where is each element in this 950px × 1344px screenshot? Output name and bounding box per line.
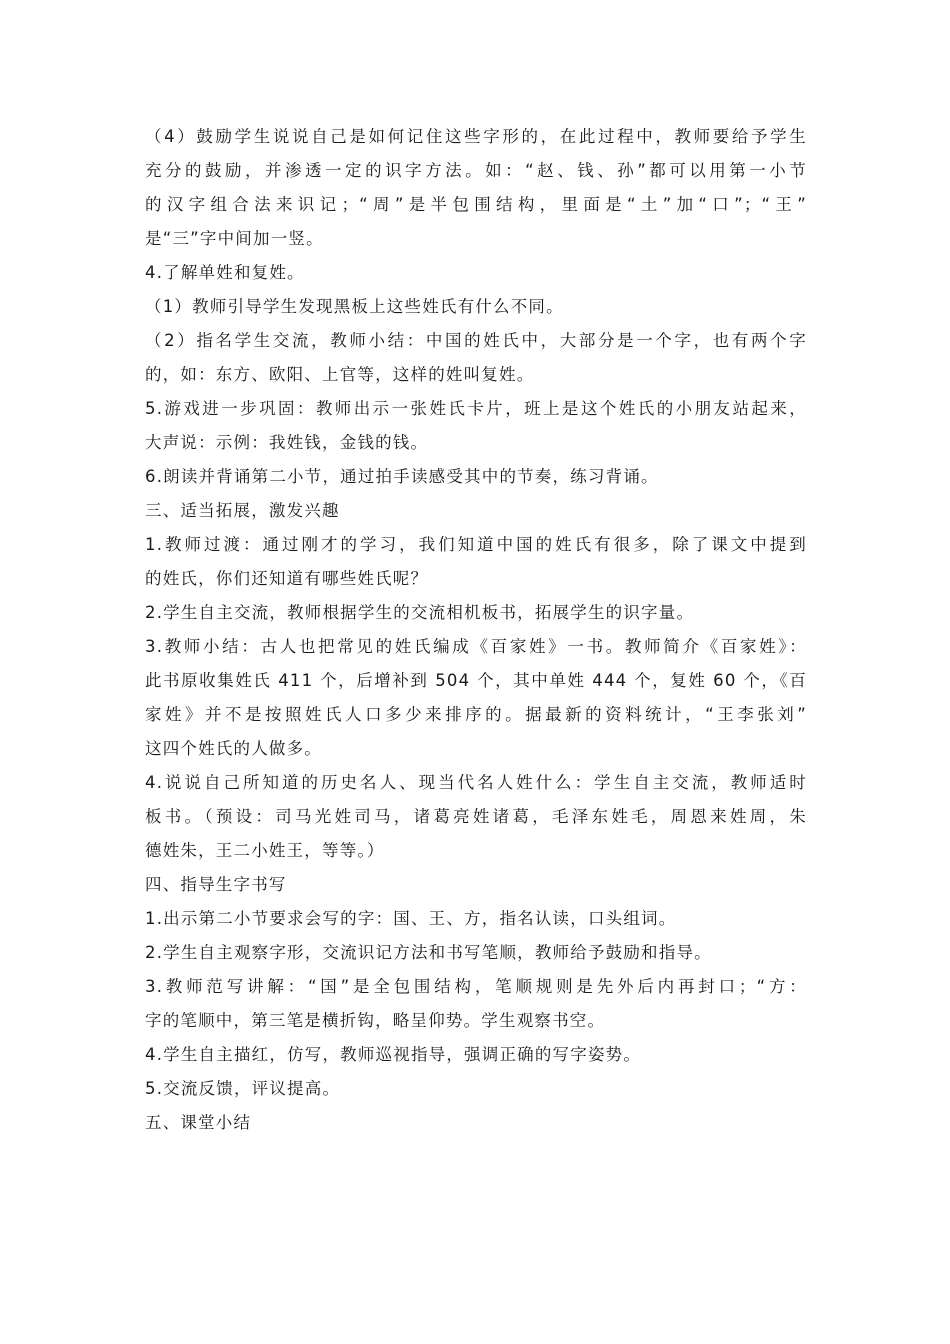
text-line: （2）指名学生交流，教师小结：中国的姓氏中，大部分是一个字，也有两个字 xyxy=(145,331,807,350)
text-line: 6.朗读并背诵第二小节，通过拍手读感受其中的节奏，练习背诵。 xyxy=(145,467,659,486)
text-line: 1.教师过渡：通过刚才的学习，我们知道中国的姓氏有很多，除了课文中提到 xyxy=(145,535,807,554)
text-line: 5.游戏进一步巩固：教师出示一张姓氏卡片，班上是这个姓氏的小朋友站起来， xyxy=(145,399,807,418)
text-line: 的汉字组合法来识记；“周”是半包围结构，里面是“土”加“口”；“王” xyxy=(145,195,807,214)
text-line: 家姓》并不是按照姓氏人口多少来排序的。据最新的资料统计，“王李张刘” xyxy=(145,705,807,724)
text-line: （1）教师引导学生发现黑板上这些姓氏有什么不同。 xyxy=(145,297,564,316)
document-page xyxy=(145,120,807,1140)
text-line: 2.学生自主交流，教师根据学生的交流相机板书，拓展学生的识字量。 xyxy=(145,603,695,622)
text-line: 大声说：示例：我姓钱，金钱的钱。 xyxy=(145,433,429,452)
text-line: 三、适当拓展，激发兴趣 xyxy=(145,501,340,520)
text-line: 五、课堂小结 xyxy=(145,1113,252,1132)
text-line: 字的笔顺中，第三笔是横折钩，略呈仰势。学生观察书空。 xyxy=(145,1011,606,1030)
text-line: 这四个姓氏的人做多。 xyxy=(145,739,322,758)
text-line: 四、指导生字书写 xyxy=(145,875,287,894)
text-line: 4.说说自己所知道的历史名人、现当代名人姓什么：学生自主交流，教师适时 xyxy=(145,773,807,792)
text-line: 板书。（预设：司马光姓司马，诸葛亮姓诸葛，毛泽东姓毛，周恩来姓周，朱 xyxy=(145,807,807,826)
text-line: 2.学生自主观察字形，交流识记方法和书写笔顺，教师给予鼓励和指导。 xyxy=(145,943,712,962)
text-line: 德姓朱，王二小姓王，等等。） xyxy=(145,841,385,860)
text-line: 4.学生自主描红，仿写，教师巡视指导，强调正确的写字姿势。 xyxy=(145,1045,642,1064)
text-line: 5.交流反馈，评议提高。 xyxy=(145,1079,341,1098)
text-line: 此书原收集姓氏 411 个，后增补到 504 个，其中单姓 444 个，复姓 60 个，《百 xyxy=(145,671,807,690)
text-line: 充分的鼓励，并渗透一定的识字方法。如：“赵、钱、孙”都可以用第一小节 xyxy=(145,161,807,180)
text-line: 4.了解单姓和复姓。 xyxy=(145,263,305,282)
text-line: 是“三”字中间加一竖。 xyxy=(145,229,324,248)
text-line: 1.出示第二小节要求会写的字：国、王、方，指名认读，口头组词。 xyxy=(145,909,677,928)
text-line: （4）鼓励学生说说自己是如何记住这些字形的，在此过程中，教师要给予学生 xyxy=(145,127,807,146)
text-line: 3.教师小结：古人也把常见的姓氏编成《百家姓》一书。教师简介《百家姓》： xyxy=(145,637,807,656)
text-line: 的姓氏，你们还知道有哪些姓氏呢？ xyxy=(145,569,429,588)
text-line: 的，如：东方、欧阳、上官等，这样的姓叫复姓。 xyxy=(145,365,535,384)
text-line: 3.教师范写讲解：“国”是全包围结构，笔顺规则是先外后内再封口；“方： xyxy=(145,977,807,996)
